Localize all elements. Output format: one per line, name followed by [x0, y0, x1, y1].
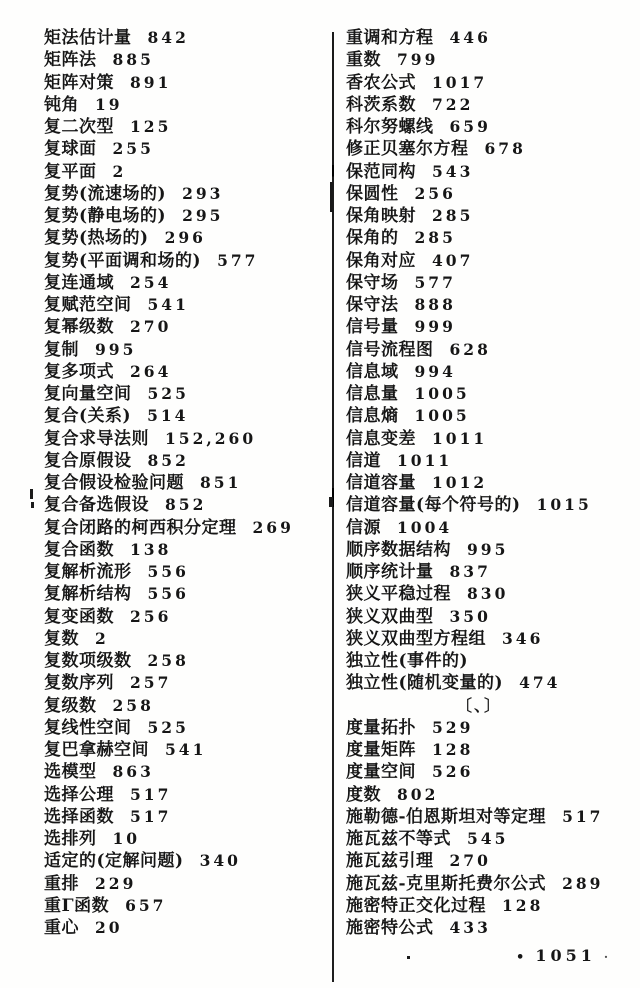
entry-term: 狭义双曲型 — [346, 606, 434, 627]
entry-term: 复多项式 — [44, 361, 114, 382]
index-entry — [44, 761, 334, 783]
index-entry — [44, 494, 334, 516]
entry-term: 保角映射 — [346, 206, 416, 226]
entry-page-number: 885 — [112, 50, 154, 70]
scan-noise-speck — [31, 502, 34, 508]
index-entry — [346, 806, 640, 828]
index-entry — [44, 361, 334, 383]
entry-page-number: 891 — [130, 72, 172, 92]
index-entry — [44, 116, 334, 138]
index-entry — [44, 250, 334, 272]
entry-page-number: 1011 — [432, 428, 488, 448]
entry-page-number: 346 — [502, 628, 544, 648]
index-entry — [44, 272, 334, 294]
entry-term: 重Γ函数 — [44, 895, 110, 916]
index-entry — [346, 494, 640, 516]
entry-page-number: 628 — [449, 339, 491, 359]
index-entry — [346, 116, 640, 138]
entry-term: 保圆性 — [346, 183, 399, 204]
entry-page-number: 340 — [199, 851, 241, 871]
index-entry — [346, 339, 640, 361]
entry-page-number: 270 — [449, 851, 491, 871]
entry-term: 矩阵对策 — [44, 72, 114, 93]
entry-term: 复赋范空间 — [44, 295, 132, 315]
index-entry — [44, 784, 334, 806]
entry-term: 复合闭路的柯西积分定理 — [44, 517, 237, 538]
entry-term: 选模型 — [44, 762, 97, 783]
entry-page-number: 1005 — [414, 406, 470, 426]
footer-left-dot: • — [516, 950, 527, 965]
index-column-left — [44, 27, 334, 939]
index-entry — [44, 873, 334, 895]
index-entry — [44, 161, 334, 183]
footer-right-dot: · — [603, 950, 611, 964]
entry-page-number: 258 — [112, 695, 154, 715]
entry-term: 复解析流形 — [44, 562, 132, 582]
index-entry — [44, 583, 334, 605]
entry-term: 〔、〕 — [456, 695, 503, 715]
entry-term: 顺序数据结构 — [346, 539, 451, 560]
entry-term: 施密特正交化过程 — [346, 895, 486, 916]
index-entry — [44, 695, 334, 717]
entry-page-number: 837 — [449, 562, 491, 581]
entry-page-number: 20 — [95, 918, 123, 937]
entry-page-number: 722 — [432, 94, 474, 114]
entry-term: 信息量 — [346, 384, 399, 404]
entry-term: 度量矩阵 — [346, 740, 416, 760]
entry-page-number: 270 — [130, 317, 172, 337]
scan-noise-speck — [30, 489, 33, 499]
index-entry — [346, 850, 640, 872]
entry-page-number: 888 — [414, 295, 456, 314]
index-entry — [346, 717, 640, 739]
index-entry — [346, 895, 640, 917]
index-entry — [346, 539, 640, 561]
index-entry — [44, 205, 334, 227]
entry-term: 复巴拿赫空间 — [44, 740, 149, 760]
entry-term: 复幂级数 — [44, 317, 114, 338]
entry-term: 度量拓扑 — [346, 717, 416, 738]
entry-term: 复平面 — [44, 161, 97, 182]
entry-page-number: 799 — [397, 50, 439, 70]
entry-term: 复解析结构 — [44, 584, 132, 605]
entry-page-number: 830 — [467, 584, 509, 604]
entry-page-number: 852 — [147, 450, 189, 470]
entry-page-number: 285 — [414, 228, 456, 248]
entry-term: 复球面 — [44, 139, 97, 160]
entry-term: 复势(平面调和场的) — [44, 250, 202, 271]
entry-term: 复合函数 — [44, 539, 114, 560]
entry-page-number: 1005 — [414, 384, 470, 403]
entry-term: 信号流程图 — [346, 339, 434, 360]
scan-noise-speck — [329, 497, 333, 507]
index-entry — [44, 806, 334, 828]
index-entry — [44, 672, 334, 694]
entry-page-number: 296 — [164, 228, 206, 248]
entry-page-number: 128 — [502, 895, 544, 915]
entry-term: 选排列 — [44, 829, 97, 849]
entry-page-number: 229 — [95, 873, 137, 893]
entry-term: 信息熵 — [346, 406, 399, 427]
entry-page-number: 125 — [130, 117, 172, 136]
index-entry — [44, 227, 334, 249]
index-entry — [44, 72, 334, 94]
index-column-right — [346, 27, 640, 939]
footer-page-number — [516, 946, 610, 965]
entry-page-number: 2 — [95, 628, 109, 648]
index-entry — [346, 517, 640, 539]
column-divider-thick-segment — [330, 182, 333, 212]
entry-page-number: 514 — [147, 406, 189, 426]
entry-page-number: 842 — [147, 28, 189, 47]
index-entry — [346, 27, 640, 49]
entry-term: 复级数 — [44, 695, 97, 716]
index-entry — [44, 917, 334, 939]
entry-term: 重心 — [44, 918, 79, 938]
index-entry — [44, 717, 334, 739]
entry-term: 复数序列 — [44, 673, 114, 694]
entry-term: 施瓦兹-克里斯托费尔公式 — [346, 873, 547, 894]
entry-page-number: 350 — [449, 606, 491, 626]
entry-page-number: 293 — [182, 183, 224, 203]
index-entry — [346, 472, 640, 494]
entry-page-number: 446 — [449, 28, 491, 47]
entry-term: 信息变差 — [346, 428, 416, 449]
entry-term: 复向量空间 — [44, 384, 132, 404]
entry-term: 狭义平稳过程 — [346, 584, 451, 605]
index-entry — [44, 94, 334, 116]
entry-page-number: 285 — [432, 206, 474, 225]
entry-term: 重数 — [346, 50, 381, 71]
entry-term: 狭义双曲型方程组 — [346, 628, 486, 649]
index-entry — [346, 761, 640, 783]
entry-page-number: 525 — [147, 717, 189, 737]
entry-page-number: 517 — [130, 806, 172, 826]
index-entry — [346, 250, 640, 272]
index-entry — [346, 739, 640, 761]
entry-page-number: 995 — [467, 539, 509, 559]
entry-page-number: 863 — [112, 762, 154, 782]
entry-term: 复势(静电场的) — [44, 206, 167, 226]
index-entry — [346, 405, 640, 427]
index-entry — [346, 227, 640, 249]
index-entry — [346, 917, 640, 939]
entry-term: 施瓦兹引理 — [346, 851, 434, 872]
section-marker — [346, 695, 640, 717]
index-entry — [44, 294, 334, 316]
entry-term: 度量空间 — [346, 762, 416, 783]
entry-term: 保守法 — [346, 295, 399, 315]
index-entry — [44, 183, 334, 205]
index-entry — [44, 650, 334, 672]
index-entry — [44, 539, 334, 561]
entry-term: 复二次型 — [44, 117, 114, 137]
entry-page-number: 545 — [467, 829, 509, 848]
entry-page-number: 526 — [432, 762, 474, 782]
index-entry — [44, 850, 334, 872]
entry-page-number: 264 — [130, 361, 172, 381]
footer-page-number-text: 1051 — [535, 946, 596, 965]
index-entry — [346, 561, 640, 583]
entry-term: 修正贝塞尔方程 — [346, 139, 469, 160]
entry-page-number: 995 — [95, 339, 137, 359]
entry-term: 信道 — [346, 450, 381, 471]
entry-term: 保角对应 — [346, 250, 416, 271]
entry-page-number: 1011 — [397, 450, 453, 470]
entry-page-number: 138 — [130, 539, 172, 559]
index-entry — [44, 49, 334, 71]
index-entry — [346, 672, 640, 694]
entry-page-number: 556 — [147, 584, 189, 604]
entry-term: 信道容量(每个符号的) — [346, 495, 521, 516]
entry-term: 施密特公式 — [346, 918, 434, 938]
index-entry — [44, 450, 334, 472]
entry-term: 独立性(事件的) — [346, 651, 469, 671]
entry-term: 复制 — [44, 339, 79, 360]
index-entry — [346, 205, 640, 227]
entry-page-number: 10 — [112, 829, 141, 848]
entry-page-number: 257 — [130, 673, 172, 693]
index-entry — [346, 784, 640, 806]
index-entry — [346, 316, 640, 338]
entry-page-number: 678 — [484, 139, 526, 159]
index-entry — [44, 606, 334, 628]
entry-term: 复合原假设 — [44, 450, 132, 471]
entry-term: 重排 — [44, 873, 79, 894]
entry-page-number: 128 — [432, 740, 474, 759]
entry-term: 复势(热场的) — [44, 228, 149, 249]
index-entry — [346, 583, 640, 605]
entry-page-number: 254 — [130, 272, 172, 292]
entry-term: 矩法估计量 — [44, 28, 132, 48]
entry-page-number: 556 — [147, 562, 189, 581]
entry-page-number: 529 — [432, 717, 474, 737]
entry-page-number: 474 — [519, 673, 561, 693]
entry-page-number: 1015 — [536, 495, 592, 515]
entry-term: 复数 — [44, 628, 79, 649]
entry-page-number: 152,260 — [165, 428, 257, 448]
entry-page-number: 657 — [125, 895, 167, 915]
entry-term: 信号量 — [346, 317, 399, 338]
entry-term: 施勒德-伯恩斯坦对等定理 — [346, 806, 547, 827]
entry-term: 重调和方程 — [346, 28, 434, 48]
entry-term: 顺序统计量 — [346, 562, 434, 582]
entry-page-number: 19 — [95, 94, 123, 114]
index-entry — [44, 405, 334, 427]
entry-term: 适定的(定解问题) — [44, 851, 184, 872]
entry-page-number: 541 — [147, 295, 189, 314]
entry-page-number: 258 — [147, 651, 189, 670]
entry-page-number: 2 — [112, 161, 127, 181]
index-entry — [346, 294, 640, 316]
index-entry — [44, 895, 334, 917]
index-entry — [346, 361, 640, 383]
entry-page-number: 407 — [432, 250, 474, 270]
column-divider-line — [332, 32, 334, 982]
entry-term: 复合假设检验问题 — [44, 473, 184, 493]
entry-term: 矩阵法 — [44, 50, 97, 71]
entry-page-number: 999 — [414, 317, 456, 337]
entry-term: 选择函数 — [44, 806, 114, 827]
entry-term: 复合求导法则 — [44, 428, 149, 449]
index-entry — [346, 650, 640, 672]
index-entry — [346, 383, 640, 405]
entry-page-number: 256 — [130, 606, 172, 626]
entry-term: 施瓦兹不等式 — [346, 829, 451, 849]
entry-page-number: 1004 — [397, 517, 453, 537]
index-entry — [44, 472, 334, 494]
entry-term: 独立性(随机变量的) — [346, 673, 504, 694]
index-entry — [346, 450, 640, 472]
entry-term: 保角的 — [346, 228, 399, 249]
entry-page-number: 433 — [449, 918, 491, 937]
entry-term: 复合(关系) — [44, 406, 132, 427]
index-entry — [346, 72, 640, 94]
scan-noise-speck — [407, 956, 410, 959]
entry-page-number: 994 — [414, 361, 456, 381]
index-entry — [44, 428, 334, 450]
entry-page-number: 852 — [165, 495, 207, 515]
entry-term: 信道容量 — [346, 473, 416, 493]
entry-page-number: 1017 — [432, 72, 488, 92]
index-entry — [44, 138, 334, 160]
index-entry — [346, 161, 640, 183]
index-entry — [346, 272, 640, 294]
index-entry — [44, 383, 334, 405]
entry-page-number: 577 — [414, 272, 456, 292]
index-entry — [346, 828, 640, 850]
entry-page-number: 517 — [130, 784, 172, 804]
entry-page-number: 269 — [252, 517, 294, 537]
entry-page-number: 659 — [449, 117, 491, 136]
entry-page-number: 541 — [165, 740, 207, 759]
index-entry — [44, 828, 334, 850]
entry-term: 复线性空间 — [44, 717, 132, 738]
index-entry — [44, 561, 334, 583]
index-entry — [44, 27, 334, 49]
entry-page-number: 543 — [432, 161, 474, 181]
entry-term: 信息域 — [346, 361, 399, 382]
index-entry — [346, 428, 640, 450]
entry-term: 香农公式 — [346, 72, 416, 93]
entry-term: 复合备选假设 — [44, 495, 149, 516]
index-entry — [44, 517, 334, 539]
index-entry — [346, 49, 640, 71]
index-entry — [346, 628, 640, 650]
entry-term: 保范同构 — [346, 161, 416, 182]
index-entry — [346, 138, 640, 160]
entry-term: 钝角 — [44, 94, 79, 115]
entry-term: 度数 — [346, 784, 381, 805]
entry-term: 选择公理 — [44, 784, 114, 805]
entry-page-number: 851 — [200, 473, 242, 492]
entry-term: 保守场 — [346, 272, 399, 293]
index-entry — [346, 94, 640, 116]
index-entry — [44, 628, 334, 650]
entry-page-number: 256 — [414, 183, 456, 203]
index-entry — [44, 739, 334, 761]
entry-page-number: 517 — [562, 806, 604, 826]
entry-term: 复数项级数 — [44, 651, 132, 671]
index-entry — [346, 606, 640, 628]
entry-page-number: 289 — [562, 873, 604, 893]
entry-term: 信源 — [346, 517, 381, 538]
index-entry — [44, 339, 334, 361]
index-entry — [44, 316, 334, 338]
entry-term: 复变函数 — [44, 606, 114, 627]
entry-page-number: 577 — [217, 250, 259, 270]
index-entry — [346, 873, 640, 895]
entry-page-number: 525 — [147, 384, 189, 403]
entry-page-number: 802 — [397, 784, 439, 804]
entry-term: 复势(流速场的) — [44, 183, 167, 204]
entry-page-number: 1012 — [432, 473, 488, 492]
entry-term: 科尔努螺线 — [346, 117, 434, 137]
index-entry — [346, 183, 640, 205]
entry-term: 复连通域 — [44, 272, 114, 293]
entry-page-number: 255 — [112, 139, 154, 159]
entry-term: 科茨系数 — [346, 94, 416, 115]
entry-page-number: 295 — [182, 206, 224, 225]
